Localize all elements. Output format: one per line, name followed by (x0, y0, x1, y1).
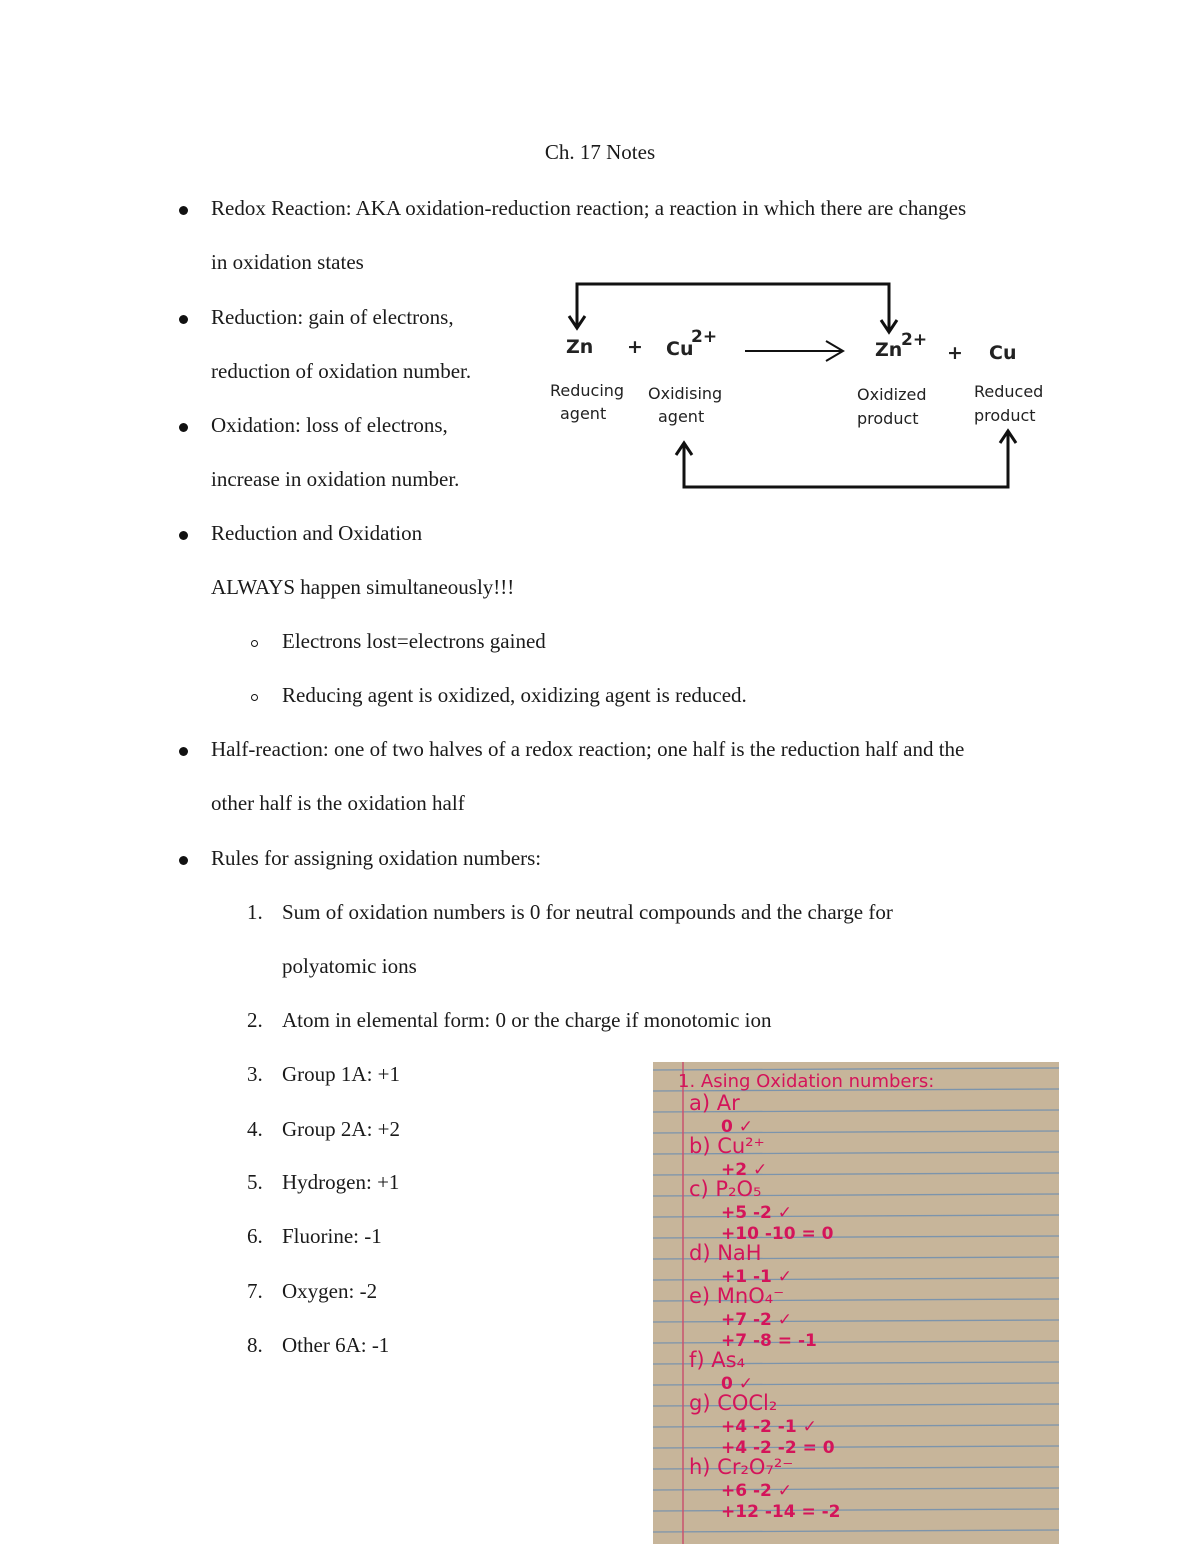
sub-bullet-electrons: Electrons lost=electrons gained (282, 629, 546, 653)
rule-text-cont: polyatomic ions (282, 954, 417, 978)
handwritten-problem: b) Cu²⁺ (689, 1134, 765, 1158)
rule-text: Sum of oxidation numbers is 0 for neutral compounds and the charge for (282, 900, 893, 924)
label-oxidising-agent: Oxidising (648, 384, 723, 403)
top-connector-arrow (569, 284, 897, 332)
sub-bullet-marker (251, 694, 258, 701)
rule-number: 1. (247, 900, 263, 924)
half-reaction-definition-cont: other half is the oxidation half (211, 791, 465, 815)
bullet-marker (179, 315, 188, 324)
handwritten-answer: +7 -8 = -1 (721, 1331, 817, 1351)
rule-text: Group 1A: +1 (282, 1062, 401, 1086)
species-cu-ion: Cu (666, 338, 694, 360)
handwritten-answer: +12 -14 = -2 (721, 1502, 841, 1522)
handwritten-problem: f) As₄ (689, 1348, 745, 1372)
reduction-definition: Reduction: gain of electrons, (211, 305, 454, 329)
bullet-marker (179, 531, 188, 540)
redox-definition: Redox Reaction: AKA oxidation-reduction reaction; a reaction in which there are changes (211, 196, 967, 220)
rule-text: Oxygen: -2 (282, 1279, 378, 1303)
handwritten-answer: 0 ✓ (721, 1374, 753, 1394)
handwritten-answer: +2 ✓ (721, 1160, 768, 1180)
rule-number: 4. (247, 1117, 263, 1141)
rule-text: Other 6A: -1 (282, 1333, 390, 1357)
handwritten-problem: c) P₂O₅ (689, 1177, 762, 1201)
plus-sign: + (947, 342, 963, 364)
oxidation-definition-cont: increase in oxidation number. (211, 467, 460, 491)
rule-text: Hydrogen: +1 (282, 1170, 400, 1194)
reaction-arrow (745, 341, 843, 361)
label-oxidized-product: Oxidized (857, 385, 927, 404)
label-reducing-agent: Reducing (550, 381, 625, 400)
bullet-marker (179, 423, 188, 432)
handwritten-problem: d) NaH (689, 1241, 762, 1265)
simultaneous-note: Reduction and Oxidation (211, 521, 423, 545)
rule-text: Group 2A: +2 (282, 1117, 401, 1141)
handwritten-answer: +6 -2 ✓ (721, 1481, 793, 1501)
bullet-marker (179, 856, 188, 865)
charge-superscript: 2+ (901, 330, 928, 350)
simultaneous-note-cont: ALWAYS happen simultaneously!!! (211, 575, 515, 599)
charge-superscript: 2+ (691, 327, 718, 347)
handwritten-answer: +4 -2 -2 = 0 (721, 1438, 835, 1458)
page-title: Ch. 17 Notes (544, 140, 656, 164)
rule-number: 7. (247, 1279, 263, 1303)
bottom-connector-arrow (676, 431, 1016, 487)
handwritten-answer: +5 -2 ✓ (721, 1203, 793, 1223)
rules-heading: Rules for assigning oxidation numbers: (211, 846, 542, 870)
rule-number: 3. (247, 1062, 263, 1086)
handwritten-answer: +4 -2 -1 ✓ (721, 1417, 817, 1437)
handwritten-problem: g) COCl₂ (689, 1391, 778, 1415)
rule-number: 5. (247, 1170, 263, 1194)
half-reaction-definition: Half-reaction: one of two halves of a redox reaction; one half is the reduction half and the (211, 737, 965, 761)
species-zn: Zn (566, 336, 594, 358)
oxidation-definition: Oxidation: loss of electrons, (211, 413, 448, 437)
handwritten-heading: 1. Asing Oxidation numbers: (678, 1071, 935, 1092)
bullet-marker (179, 206, 188, 215)
handwritten-answer: 0 ✓ (721, 1117, 753, 1137)
rule-number: 2. (247, 1008, 263, 1032)
handwritten-notebook-photo (653, 1062, 1059, 1544)
handwritten-answer: +10 -10 = 0 (721, 1224, 834, 1244)
label-reduced-product: product (974, 406, 1036, 425)
species-cu: Cu (989, 342, 1017, 364)
reduction-definition-cont: reduction of oxidation number. (211, 359, 472, 383)
sub-bullet-agents: Reducing agent is oxidized, oxidizing agent is reduced. (282, 683, 747, 707)
handwritten-problem: a) Ar (689, 1091, 740, 1115)
bullet-marker (179, 747, 188, 756)
label-reducing-agent: agent (560, 404, 607, 423)
plus-sign: + (627, 336, 643, 358)
rule-number: 6. (247, 1224, 263, 1248)
handwritten-problem: e) MnO₄⁻ (689, 1284, 785, 1308)
redox-definition-cont: in oxidation states (211, 250, 364, 274)
label-reduced-product: Reduced (974, 382, 1044, 401)
species-zn-ion: Zn (875, 339, 903, 361)
rule-number: 8. (247, 1333, 263, 1357)
rule-text: Fluorine: -1 (282, 1224, 382, 1248)
handwritten-problem: h) Cr₂O₇²⁻ (689, 1455, 794, 1479)
handwritten-answer: +1 -1 ✓ (721, 1267, 793, 1287)
rule-text: Atom in elemental form: 0 or the charge if monotomic ion (282, 1008, 772, 1032)
sub-bullet-marker (251, 640, 258, 647)
label-oxidising-agent: agent (658, 407, 705, 426)
label-oxidized-product: product (857, 409, 919, 428)
handwritten-answer: +7 -2 ✓ (721, 1310, 793, 1330)
